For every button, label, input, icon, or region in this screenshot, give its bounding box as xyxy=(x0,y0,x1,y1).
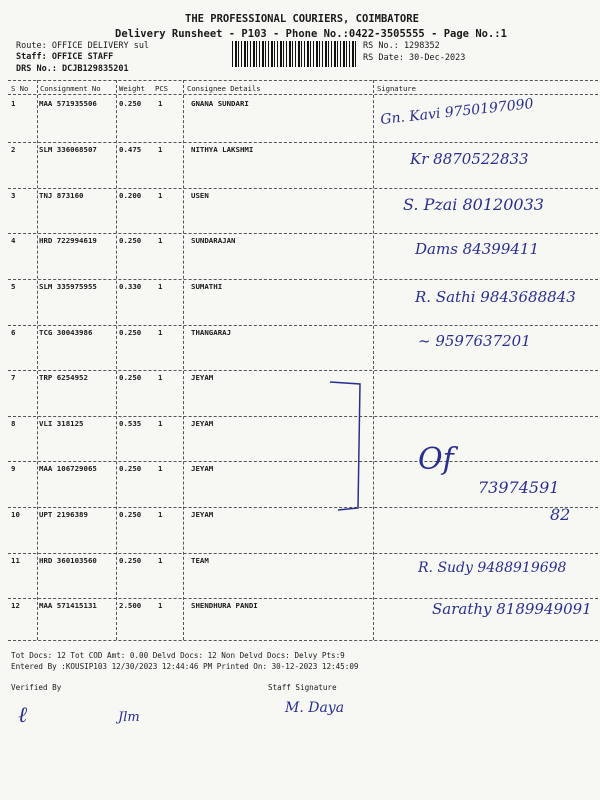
row-pcs: 1 xyxy=(158,373,163,382)
bracket-mark xyxy=(326,378,366,518)
row-consignee: TEAM xyxy=(191,556,209,565)
drs-number: DRS No.: DCJB129835201 xyxy=(16,64,129,74)
staff-signature-ink: M. Daya xyxy=(285,700,345,716)
signature-jeyam: Of xyxy=(418,442,454,477)
row-consignee: NITHYA LAKSHMI xyxy=(191,145,254,154)
route-label: Route: OFFICE DELIVERY sul xyxy=(16,41,150,51)
row-consignment-no: SLM 335975955 xyxy=(39,282,97,291)
row-pcs: 1 xyxy=(158,601,163,610)
signature-row-4: Dams 84399411 xyxy=(415,240,540,258)
verified-by-label: Verified By xyxy=(11,683,62,692)
row-pcs: 1 xyxy=(158,464,163,473)
row-divider xyxy=(8,370,598,371)
totals-line: Tot Docs: 12 Tot COD Amt: 0.00 Delvd Docs: 12 Non Delvd Docs: Delvy Pts:9 xyxy=(11,651,345,660)
row-weight: 0.250 xyxy=(119,510,142,519)
row-weight: 0.250 xyxy=(119,236,142,245)
row-sno: 4 xyxy=(11,236,16,245)
row-sno: 3 xyxy=(11,191,16,200)
row-divider xyxy=(8,507,598,508)
row-consignee: USEN xyxy=(191,191,209,200)
row-divider xyxy=(8,598,598,599)
row-divider xyxy=(8,279,598,280)
row-weight: 0.250 xyxy=(119,328,142,337)
row-weight: 0.250 xyxy=(119,99,142,108)
row-consignee: JEYAM xyxy=(191,419,214,428)
row-consignee: GNANA SUNDARI xyxy=(191,99,249,108)
row-weight: 0.330 xyxy=(119,282,142,291)
row-consignment-no: MAA 571415131 xyxy=(39,601,97,610)
row-divider xyxy=(8,461,598,462)
staff-label: Staff: OFFICE STAFF xyxy=(16,52,114,62)
rs-number: RS No.: 1298352 xyxy=(363,41,440,51)
column-header-signature: Signature xyxy=(377,84,416,93)
column-header-consignment: Consignment No xyxy=(40,84,101,93)
row-sno: 10 xyxy=(11,510,20,519)
company-title: THE PROFESSIONAL COURIERS, COIMBATORE xyxy=(185,13,419,25)
row-divider xyxy=(8,553,598,554)
entered-by-line: Entered By :KOUSIP103 12/30/2023 12:44:46 PM Printed On: 30-12-2023 12:45:09 xyxy=(11,662,359,671)
row-pcs: 1 xyxy=(158,99,163,108)
row-pcs: 1 xyxy=(158,510,163,519)
row-consignment-no: HRD 360103560 xyxy=(39,556,97,565)
rs-date: RS Date: 30-Dec-2023 xyxy=(363,53,466,63)
row-divider xyxy=(8,233,598,234)
row-divider xyxy=(8,142,598,143)
row-pcs: 1 xyxy=(158,419,163,428)
row-consignment-no: SLM 336068507 xyxy=(39,145,97,154)
row-pcs: 1 xyxy=(158,236,163,245)
row-weight: 0.475 xyxy=(119,145,142,154)
row-pcs: 1 xyxy=(158,556,163,565)
row-sno: 5 xyxy=(11,282,16,291)
staff-signature-label: Staff Signature xyxy=(268,683,337,692)
row-consignee: SUNDARAJAN xyxy=(191,236,236,245)
row-consignment-no: TNJ 873160 xyxy=(39,191,84,200)
row-weight: 0.250 xyxy=(119,373,142,382)
row-consignee: THANGARAJ xyxy=(191,328,232,337)
row-sno: 1 xyxy=(11,99,16,108)
row-weight: 0.535 xyxy=(119,419,142,428)
row-divider xyxy=(8,416,598,417)
row-consignee: JEYAM xyxy=(191,464,214,473)
signature-row-6: ~ 9597637201 xyxy=(418,332,531,350)
row-weight: 0.250 xyxy=(119,464,142,473)
signature-row-5: R. Sathi 9843688843 xyxy=(415,288,576,306)
signature-row-12: Sarathy 8189949091 xyxy=(432,600,592,618)
row-consignee: JEYAM xyxy=(191,510,214,519)
column-header-sno: S No xyxy=(11,84,29,93)
row-weight: 0.250 xyxy=(119,556,142,565)
row-consignee: JEYAM xyxy=(191,373,214,382)
row-pcs: 1 xyxy=(158,282,163,291)
signature-row-10: 82 xyxy=(550,505,571,524)
barcode-icon xyxy=(232,41,357,67)
row-divider xyxy=(8,325,598,326)
row-sno: 11 xyxy=(11,556,20,565)
column-header-weight: Weight xyxy=(119,84,145,93)
row-consignment-no: MAA 571935506 xyxy=(39,99,97,108)
row-sno: 9 xyxy=(11,464,16,473)
row-consignee: SHENDHURA PANDI xyxy=(191,601,258,610)
runsheet-title: Delivery Runsheet - P103 - Phone No.:0422-3505555 - Page No.:1 xyxy=(115,28,507,40)
row-consignee: SUMATHI xyxy=(191,282,223,291)
row-consignment-no: UPT 2196389 xyxy=(39,510,88,519)
column-header-consignee: Consignee Details xyxy=(187,84,261,93)
row-divider xyxy=(8,188,598,189)
row-pcs: 1 xyxy=(158,145,163,154)
verifier-signature: Jlm xyxy=(118,710,140,725)
row-consignment-no: VLI 318125 xyxy=(39,419,84,428)
row-consignment-no: MAA 106729065 xyxy=(39,464,97,473)
column-header-pcs: PCS xyxy=(155,84,168,93)
verifier-initial-mark: ℓ xyxy=(18,703,28,728)
signature-row-3: S. Pzai 80120033 xyxy=(403,195,544,214)
row-sno: 7 xyxy=(11,373,16,382)
row-consignment-no: HRD 722994619 xyxy=(39,236,97,245)
signature-row-1: Gn. Kavi 9750197090 xyxy=(379,96,535,128)
row-consignment-no: TRP 6254952 xyxy=(39,373,88,382)
signature-row-9-phone: 73974591 xyxy=(478,478,560,497)
row-weight: 2.500 xyxy=(119,601,142,610)
row-pcs: 1 xyxy=(158,328,163,337)
row-consignment-no: TCG 30043986 xyxy=(39,328,93,337)
row-sno: 6 xyxy=(11,328,16,337)
row-pcs: 1 xyxy=(158,191,163,200)
signature-row-11: R. Sudy 9488919698 xyxy=(418,560,567,576)
row-sno: 8 xyxy=(11,419,16,428)
row-weight: 0.200 xyxy=(119,191,142,200)
row-sno: 2 xyxy=(11,145,16,154)
row-sno: 12 xyxy=(11,601,20,610)
signature-row-2: Kr 8870522833 xyxy=(410,150,529,168)
